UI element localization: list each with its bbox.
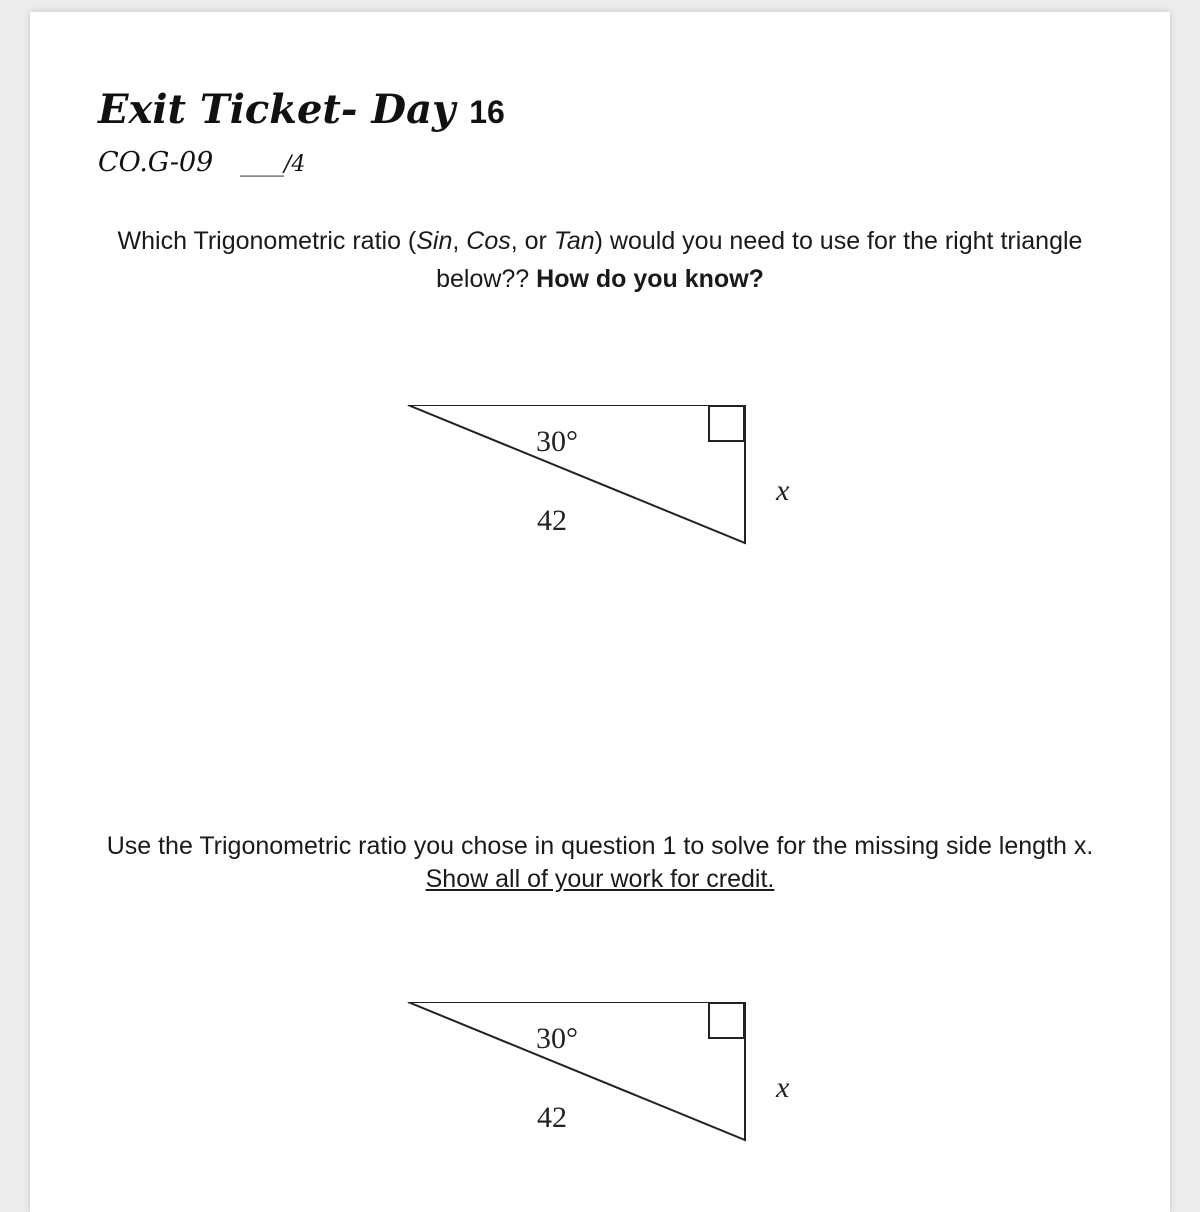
q1-sep1: ,: [452, 227, 467, 255]
q1-tan: Tan: [553, 227, 595, 255]
score-blank: ____/4: [239, 152, 306, 177]
question-2: [90, 830, 1110, 896]
hypotenuse-label: 42: [537, 504, 567, 537]
q1-text-a: Which Trigonometric ratio (: [117, 227, 417, 255]
q1-cos: Cos: [466, 227, 511, 255]
question-1: [90, 222, 1110, 298]
q1-sin: Sin: [416, 227, 453, 255]
side-x-label: x: [776, 474, 790, 507]
q2-text: Use the Trigonometric ratio you chose in question 1 to solve for the missing side length x.: [106, 832, 1094, 860]
q2-underlined-instruction: Show all of your work for credit.: [425, 865, 775, 893]
q1-sep2: , or: [510, 227, 554, 255]
right-triangle-diagram-1: [400, 405, 800, 565]
right-angle-marker: [709, 406, 744, 441]
angle-label: 30°: [536, 425, 578, 458]
page-title: [98, 86, 505, 133]
angle-label: 30°: [536, 1022, 578, 1055]
q1-bold-prompt: How do you know?: [536, 265, 764, 293]
standard-code: CO.G-09: [98, 147, 214, 178]
title-day-number: 16: [469, 94, 505, 130]
standard-line: [98, 147, 305, 178]
side-x-label: x: [776, 1071, 790, 1104]
worksheet-page: [30, 12, 1170, 1212]
right-angle-marker: [709, 1003, 744, 1038]
right-triangle-diagram-2: [400, 1002, 800, 1162]
title-text: Exit Ticket- Day: [98, 86, 456, 133]
q1-text-b: ) would you need to use for the right triangle below??: [436, 227, 1083, 293]
hypotenuse-label: 42: [537, 1101, 567, 1134]
